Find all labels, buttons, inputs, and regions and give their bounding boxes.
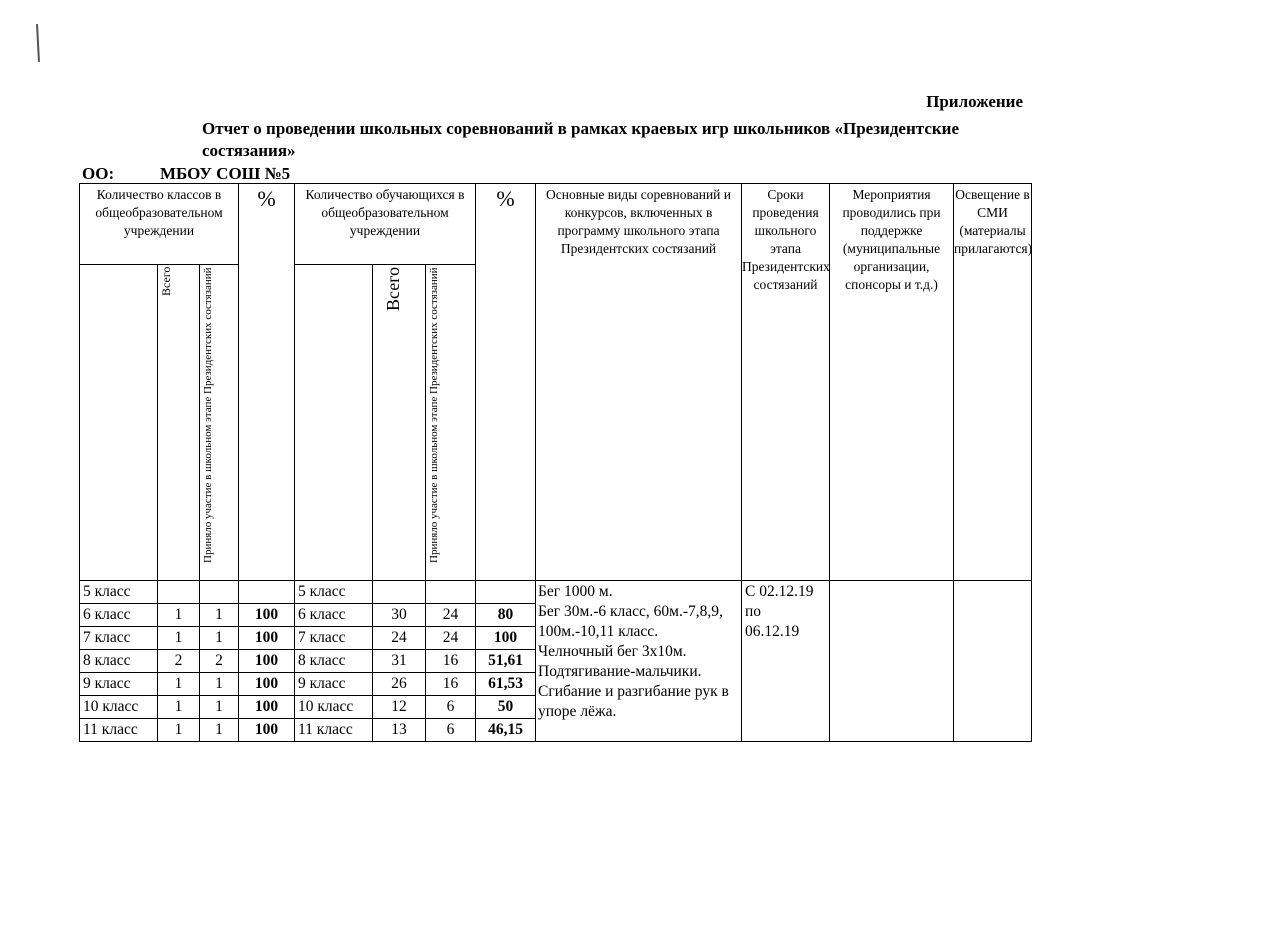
classes-total: 1 xyxy=(158,696,200,719)
students-percent-label: % xyxy=(496,186,515,211)
classes-percent: 100 xyxy=(239,696,295,719)
classes-participated-subheader xyxy=(200,265,239,581)
date-line: по xyxy=(745,603,762,620)
classes-participated: 1 xyxy=(200,719,239,742)
org-name: МБОУ СОШ №5 xyxy=(160,164,291,183)
competition-item: Бег 1000 м. xyxy=(538,583,613,600)
students-percent: 80 xyxy=(476,604,536,627)
class-name: 8 класс xyxy=(80,650,158,673)
scan-mark xyxy=(36,24,40,62)
report-title: Отчет о проведении школьных соревнований в рамках краевых игр школьников «Президентские состязания» xyxy=(202,119,960,160)
classes-percent: 100 xyxy=(239,650,295,673)
students-percent-header xyxy=(476,184,536,581)
students-participated: 16 xyxy=(426,650,476,673)
students-total-subheader xyxy=(373,265,426,581)
student-class-name: 9 класс xyxy=(295,673,373,696)
class-name: 10 класс xyxy=(80,696,158,719)
dates-header: Сроки проведения школьного этапа Президентских состязаний xyxy=(742,184,830,581)
media-cell xyxy=(954,581,1032,742)
classes-participated xyxy=(200,581,239,604)
students-total-label: Всего xyxy=(383,267,403,312)
students-total: 12 xyxy=(373,696,426,719)
students-participated: 6 xyxy=(426,719,476,742)
student-class-name: 5 класс xyxy=(295,581,373,604)
classes-name-subheader xyxy=(80,265,158,581)
classes-percent-header xyxy=(239,184,295,581)
students-participated: 24 xyxy=(426,604,476,627)
student-class-name: 11 класс xyxy=(295,719,373,742)
organization-line xyxy=(82,164,290,184)
media-header: Освещение в СМИ (материалы прилагаются) xyxy=(954,184,1032,581)
students-total: 13 xyxy=(373,719,426,742)
competitions-header: Основные виды соревнований и конкурсов, включенных в программу школьного этапа Президентских состязаний xyxy=(536,184,742,581)
classes-percent: 100 xyxy=(239,719,295,742)
students-participated: 6 xyxy=(426,696,476,719)
student-class-name: 10 класс xyxy=(295,696,373,719)
students-percent: 46,15 xyxy=(476,719,536,742)
classes-total: 1 xyxy=(158,627,200,650)
classes-total: 2 xyxy=(158,650,200,673)
students-total xyxy=(373,581,426,604)
classes-total: 1 xyxy=(158,604,200,627)
classes-percent: 100 xyxy=(239,673,295,696)
class-name: 5 класс xyxy=(80,581,158,604)
students-participated: 16 xyxy=(426,673,476,696)
classes-percent: 100 xyxy=(239,627,295,650)
students-total: 31 xyxy=(373,650,426,673)
classes-percent xyxy=(239,581,295,604)
students-group-header: Количество обучающихся в общеобразовательном учреждении xyxy=(295,184,476,265)
dates-cell xyxy=(742,581,830,742)
students-name-subheader xyxy=(295,265,373,581)
classes-participated: 2 xyxy=(200,650,239,673)
support-cell xyxy=(830,581,954,742)
class-name: 6 класс xyxy=(80,604,158,627)
classes-percent: 100 xyxy=(239,604,295,627)
classes-participated: 1 xyxy=(200,627,239,650)
classes-total: 1 xyxy=(158,673,200,696)
class-name: 7 класс xyxy=(80,627,158,650)
support-header: Мероприятия проводились при поддержке (муниципальные организации, спонсоры и т.д.) xyxy=(830,184,954,581)
student-class-name: 6 класс xyxy=(295,604,373,627)
students-percent: 51,61 xyxy=(476,650,536,673)
report-table xyxy=(79,183,1032,742)
table-row xyxy=(80,581,1032,604)
students-total: 24 xyxy=(373,627,426,650)
competitions-list xyxy=(536,581,742,742)
students-percent: 61,53 xyxy=(476,673,536,696)
students-participated: 24 xyxy=(426,627,476,650)
competition-item: Подтягивание-мальчики. xyxy=(538,663,702,680)
students-participated xyxy=(426,581,476,604)
classes-group-header: Количество классов в общеобразовательном учреждении xyxy=(80,184,239,265)
org-label: ОО: xyxy=(82,164,115,183)
classes-total xyxy=(158,581,200,604)
competition-item: Бег 30м.-6 класс, 60м.-7,8,9, 100м.-10,11 класс. xyxy=(538,603,723,640)
classes-participated: 1 xyxy=(200,696,239,719)
competition-item: Челночный бег 3х10м. xyxy=(538,643,687,660)
classes-participated: 1 xyxy=(200,673,239,696)
students-total: 30 xyxy=(373,604,426,627)
student-class-name: 7 класс xyxy=(295,627,373,650)
classes-participated-label: Приняло участие в школьном этапе Президентских состязаний xyxy=(202,267,214,563)
date-line: 06.12.19 xyxy=(745,623,800,640)
classes-total-subheader xyxy=(158,265,200,581)
classes-percent-label: % xyxy=(257,186,276,211)
classes-total-label: Всего xyxy=(159,267,173,297)
class-name: 9 класс xyxy=(80,673,158,696)
competition-item: Сгибание и разгибание рук в упоре лёжа. xyxy=(538,683,729,720)
students-total: 26 xyxy=(373,673,426,696)
students-percent: 50 xyxy=(476,696,536,719)
students-participated-label: Приняло участие в школьном этапе Президентских состязаний xyxy=(428,267,440,563)
students-percent: 100 xyxy=(476,627,536,650)
appendix-label: Приложение xyxy=(926,92,1023,111)
student-class-name: 8 класс xyxy=(295,650,373,673)
students-percent xyxy=(476,581,536,604)
date-line: С 02.12.19 xyxy=(745,583,814,600)
students-participated-subheader xyxy=(426,265,476,581)
classes-total: 1 xyxy=(158,719,200,742)
class-name: 11 класс xyxy=(80,719,158,742)
classes-participated: 1 xyxy=(200,604,239,627)
